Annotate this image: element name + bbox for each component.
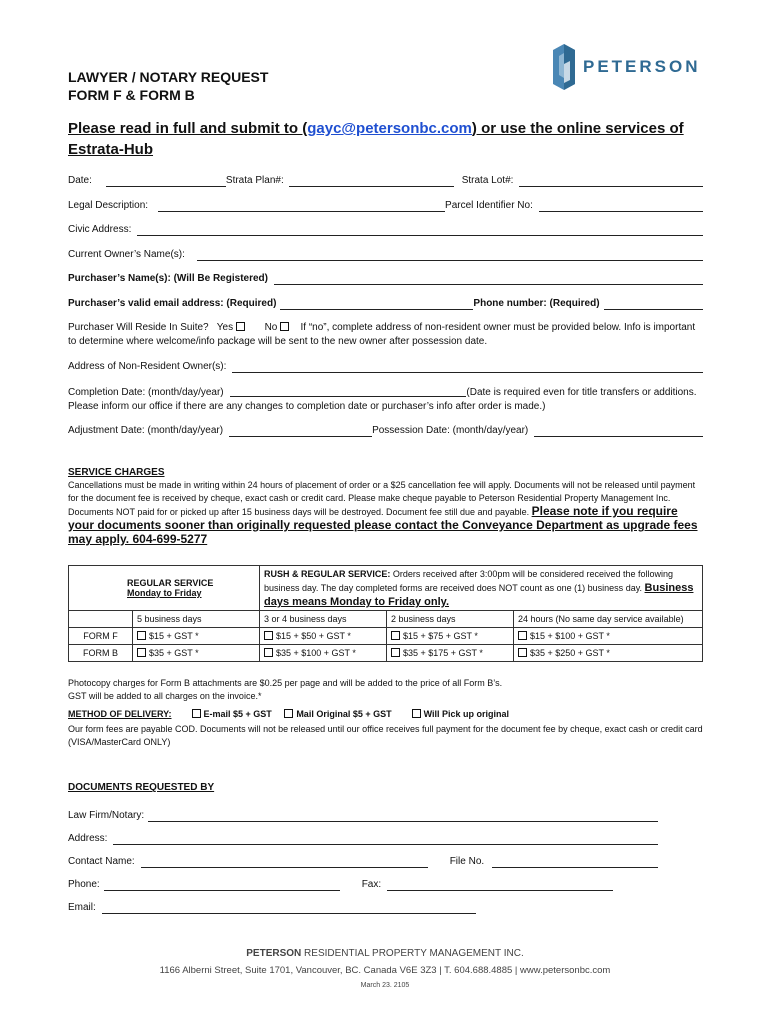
fee-checkbox[interactable] <box>264 631 273 640</box>
submission-email-link[interactable]: gayc@petersonbc.com <box>307 120 472 137</box>
law-firm-field[interactable] <box>148 810 658 822</box>
regular-service-cell <box>69 566 260 611</box>
documents-title <box>68 781 703 795</box>
photocopy-line1: Photocopy charges for Form B attachments are $0.25 per page and will be added to the price of all Form B’s. <box>68 678 503 688</box>
civic-address-field[interactable] <box>137 224 703 236</box>
row-purchaser-names <box>68 273 703 285</box>
reside-yes-label: Yes <box>216 322 234 333</box>
fee-cell[interactable] <box>260 628 387 645</box>
purchaser-names-label: Purchaser’s Name(s): (Will Be Registered) <box>68 273 268 284</box>
strata-lot-field[interactable] <box>519 175 703 187</box>
table-header: 24 hours (No same day service available) <box>514 611 703 628</box>
purchaser-email-field[interactable] <box>280 298 473 310</box>
address-label: Address: <box>68 833 108 844</box>
date-field[interactable] <box>106 175 226 187</box>
service-charges-text: Cancellations must be made in writing within 24 hours of placement of order or a $25 cancellation fee will apply. Documents will not be released until payment for the document fee is received by cheque, exact cash or credit card. Please make cheque payable to Peterson Residential Property Management Inc. Documents NOT paid for or picked up after 15 business days will be destroyed. Document fee still due and payable. <box>68 480 696 517</box>
parcel-id-label: Parcel Identifier No: <box>445 200 533 211</box>
adjustment-date-field[interactable] <box>229 425 372 437</box>
row-purchaser-email-phone <box>68 298 703 310</box>
fee-cell[interactable] <box>514 628 703 645</box>
file-no-field[interactable] <box>492 856 658 868</box>
peterson-logo-icon <box>553 44 575 90</box>
email-label: Email: <box>68 902 96 913</box>
peterson-logo <box>553 44 701 90</box>
reside-no-checkbox[interactable] <box>280 322 289 331</box>
fee-checkbox[interactable] <box>137 631 146 640</box>
fee-checkbox[interactable] <box>518 631 527 640</box>
cod-note: Our form fees are payable COD. Documents will not be released until our office receives full payment for the document fee by cheque, exact cash or credit card (VISA/MasterCard ONLY) <box>68 724 703 747</box>
row-contact-file <box>68 856 658 868</box>
legal-description-field[interactable] <box>158 200 445 212</box>
footer-company <box>0 948 770 959</box>
table-header: 3 or 4 business days <box>260 611 387 628</box>
fee-checkbox[interactable] <box>391 631 400 640</box>
date-label: Date: <box>68 175 92 186</box>
peterson-logo-text: PETERSON <box>583 57 701 76</box>
rush-service-text: Orders received after 3:00pm will be considered received the following business day. The day completed forms are received does NOT count as one (1) business day. <box>264 569 674 593</box>
row-label-form-b: FORM B <box>69 645 133 662</box>
possession-date-field[interactable] <box>534 425 703 437</box>
delivery-method <box>68 707 703 722</box>
instructions-suffix: ) or use the online services of Estrata-Hub <box>68 120 684 158</box>
reside-question-label: Purchaser Will Reside In Suite? <box>68 322 209 333</box>
delivery-mail-checkbox[interactable] <box>284 709 293 718</box>
regular-service-title: REGULAR SERVICE <box>127 578 214 588</box>
address-field[interactable] <box>113 833 658 845</box>
table-header-row <box>69 611 703 628</box>
contact-name-label: Contact Name: <box>68 856 135 867</box>
reside-no-label: No <box>264 322 278 333</box>
footer-address: 1166 Alberni Street, Suite 1701, Vancouver, BC. Canada V6E 3Z3 | T. 604.688.4885 | www.petersonbc.com <box>159 965 611 976</box>
purchaser-names-field[interactable] <box>274 273 703 285</box>
fee-cell[interactable] <box>514 645 703 662</box>
fee-cell[interactable] <box>133 645 260 662</box>
fee-cell[interactable] <box>387 645 514 662</box>
non-resident-address-label: Address of Non-Resident Owner(s): <box>68 361 227 372</box>
footer-company-bold: PETERSON <box>246 948 302 959</box>
regular-service-subtitle: Monday to Friday <box>127 588 202 598</box>
reside-yes-checkbox[interactable] <box>236 322 245 331</box>
photocopy-line2: GST will be added to all charges on the invoice.* <box>68 691 262 701</box>
fee-text: $35 + $175 + GST * <box>403 648 483 658</box>
submission-instructions <box>68 118 718 160</box>
form-title-line2: FORM F & FORM B <box>68 87 195 103</box>
adjustment-date-label: Adjustment Date: (month/day/year) <box>68 425 224 436</box>
purchaser-email-label: Purchaser’s valid email address: (Required) <box>68 298 277 309</box>
row-law-firm <box>68 810 658 822</box>
rush-service-label: RUSH & REGULAR SERVICE: <box>264 569 391 579</box>
rush-service-cell <box>260 566 703 611</box>
rush-service-emphasis: Business days means Monday to Friday only. <box>264 582 694 608</box>
delivery-pickup-checkbox[interactable] <box>412 709 421 718</box>
strata-plan-label: Strata Plan#: <box>225 175 284 186</box>
fee-cell[interactable] <box>133 628 260 645</box>
service-charges-section <box>68 466 703 547</box>
parcel-id-field[interactable] <box>539 200 703 212</box>
fee-checkbox[interactable] <box>518 648 527 657</box>
phone-number-field[interactable] <box>604 298 703 310</box>
delivery-email-option: E-mail $5 + GST <box>203 709 272 719</box>
strata-lot-label: Strata Lot#: <box>461 175 514 186</box>
row-adjustment-possession <box>68 425 703 437</box>
table-empty-header <box>69 611 133 628</box>
delivery-email-checkbox[interactable] <box>192 709 201 718</box>
documents-title-text: DOCUMENTS REQUESTED BY <box>68 782 215 793</box>
completion-date-field[interactable] <box>230 385 466 397</box>
table-row <box>69 645 703 662</box>
service-fee-table <box>68 565 703 662</box>
current-owner-label: Current Owner’s Name(s): <box>68 249 185 260</box>
row-phone-fax <box>68 879 613 891</box>
table-header: 2 business days <box>387 611 514 628</box>
legal-description-label: Legal Description: <box>68 200 149 211</box>
fee-checkbox[interactable] <box>137 648 146 657</box>
row-current-owner <box>68 249 703 261</box>
phone-number-label: Phone number: (Required) <box>473 298 600 309</box>
civic-address-label: Civic Address: <box>68 224 132 235</box>
fee-text: $15 + GST * <box>149 631 199 641</box>
row-email <box>68 902 476 914</box>
table-header: 5 business days <box>133 611 260 628</box>
fee-text: $35 + $100 + GST * <box>276 648 356 658</box>
row-legal-parcel <box>68 200 703 212</box>
phone-label: Phone: <box>68 879 100 890</box>
fax-label: Fax: <box>361 879 382 890</box>
current-owner-field[interactable] <box>197 249 703 261</box>
fee-text: $15 + $75 + GST * <box>403 631 478 641</box>
fee-text: $35 + GST * <box>149 648 199 658</box>
photocopy-note <box>68 677 703 703</box>
contact-name-field[interactable] <box>141 856 428 868</box>
footer-company-rest: RESIDENTIAL PROPERTY MANAGEMENT INC. <box>301 948 524 959</box>
row-label-form-f: FORM F <box>69 628 133 645</box>
row-civic-address <box>68 224 703 236</box>
fee-checkbox[interactable] <box>264 648 273 657</box>
service-charges-upgrade-note: Please note if you require your documents sooner than originally requested please contact the Conveyance Department as upgrade fees may apply. 604-699-5277 <box>68 504 698 546</box>
footer-date: March 23. 2105 <box>360 982 410 989</box>
email-field[interactable] <box>102 902 476 914</box>
delivery-mail-option: Mail Original $5 + GST <box>296 709 392 719</box>
phone-field[interactable] <box>104 879 340 891</box>
completion-date-label: Completion Date: (month/day/year) <box>68 387 224 398</box>
delivery-pickup-option: Will Pick up original <box>423 709 510 719</box>
reside-note: If “no”, complete address of non-resident owner must be provided below. Info is important to determine where welcome/info package will be sent to the new owner after possession date. <box>68 322 696 347</box>
law-firm-label: Law Firm/Notary: <box>68 810 145 821</box>
fee-cell[interactable] <box>260 645 387 662</box>
fee-checkbox[interactable] <box>391 648 400 657</box>
fee-text: $15 + $50 + GST * <box>276 631 351 641</box>
fee-cell[interactable] <box>387 628 514 645</box>
delivery-label: METHOD OF DELIVERY: <box>68 709 172 719</box>
row-date-plan-lot <box>68 175 703 187</box>
fax-field[interactable] <box>387 879 613 891</box>
possession-date-label: Possession Date: (month/day/year) <box>372 425 529 436</box>
service-charges-title: SERVICE CHARGES <box>68 467 165 478</box>
strata-plan-field[interactable] <box>289 175 454 187</box>
row-non-resident-address <box>68 361 703 373</box>
table-row <box>69 628 703 645</box>
row-address <box>68 833 658 845</box>
file-no-label: File No. <box>449 856 485 867</box>
completion-date-block <box>68 385 703 414</box>
fee-text: $15 + $100 + GST * <box>530 631 610 641</box>
reside-question <box>68 321 703 349</box>
form-title-line1: LAWYER / NOTARY REQUEST <box>68 69 269 85</box>
fee-text: $35 + $250 + GST * <box>530 648 610 658</box>
form-title <box>68 68 268 104</box>
instructions-prefix: Please read in full and submit to ( <box>68 120 308 137</box>
non-resident-address-field[interactable] <box>232 361 703 373</box>
completion-note: (Date is required even for title transfers or additions. Please inform our office if there are any changes to completion date or purchaser’s info after order is made.) <box>68 387 697 412</box>
